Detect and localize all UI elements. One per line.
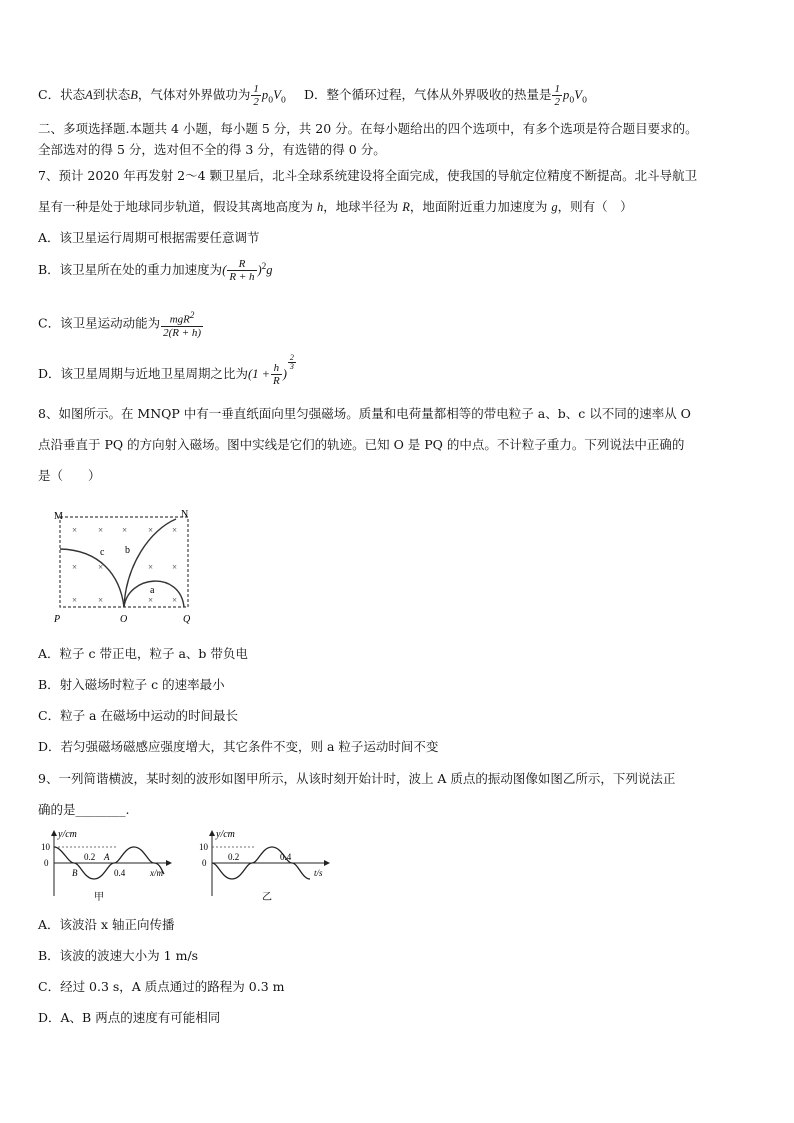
frac-num: 1: [253, 83, 259, 95]
q7-stem-line2: [38, 199, 633, 215]
field-crosses: [72, 525, 177, 605]
tick-10: 10: [41, 842, 50, 852]
v-symbol: V: [574, 88, 582, 102]
label-c: c: [100, 547, 105, 558]
y-axis-label: y/cm: [58, 829, 77, 840]
kinetic-energy-fraction: [161, 309, 203, 339]
q7-option-a: A．该卫星运行周期可根据需要任意调节: [38, 230, 260, 245]
label-q: Q: [183, 614, 191, 625]
q7-option-c: [38, 309, 204, 339]
q6-option-d-text: D．整个循环过程，气体从外界吸收的热量是: [303, 87, 552, 102]
cross-mark: ×: [148, 525, 154, 535]
cross-mark: ×: [172, 562, 178, 572]
frac-num: mgR: [169, 313, 190, 326]
h-symbol: h: [316, 200, 324, 214]
sub-zero: 0: [268, 95, 274, 105]
half-fraction-c: [251, 83, 261, 108]
tick-0.4: 0.4: [114, 868, 126, 878]
label-a: a: [150, 585, 155, 596]
frac-num: 2: [289, 353, 294, 362]
x-arrow-icon: [324, 860, 330, 866]
frac-num: 1: [554, 83, 560, 95]
h-over-r-fraction: [271, 362, 282, 387]
tick-0: 0: [202, 858, 207, 868]
q9-option-d: D．A、B 两点的速度有可能相同: [38, 1010, 221, 1025]
cross-mark: ×: [148, 595, 154, 605]
frac-num: h: [271, 362, 282, 375]
power: 2: [189, 310, 195, 320]
q9-option-a: A．该波沿 x 轴正向传播: [38, 917, 175, 932]
half-fraction-d: [552, 83, 562, 108]
q8-stem-line1: 8、如图所示。在 MNQP 中有一垂直纸面向里匀强磁场。质量和电荷量都相等的带电粒子 a、b、c 以不同的速率从 O: [38, 406, 691, 421]
point-a-label: A: [104, 852, 110, 862]
tick-0.4: 0.4: [280, 852, 292, 862]
q8-option-c: C．粒子 a 在磁场中运动的时间最长: [38, 708, 238, 723]
q7-stem2-c: ，地面附近重力加速度为: [409, 199, 552, 214]
trajectory-c: [60, 549, 124, 607]
r-over-rh-fraction: [227, 258, 256, 283]
tick-10: 10: [199, 842, 208, 852]
frac-num: R: [227, 258, 256, 271]
tick-0.2: 0.2: [228, 852, 240, 862]
frac-den: 2: [253, 96, 259, 108]
caption-jia: 甲: [94, 892, 104, 903]
cross-mark: ×: [148, 562, 154, 572]
cross-mark: ×: [172, 525, 178, 535]
q7-option-d-text: D．该卫星周期与近地卫星周期之比为: [38, 366, 249, 381]
x-arrow-icon: [166, 860, 172, 866]
frac-den: R: [273, 375, 280, 387]
q9-stem-line1: 9、一列简谐横波，某时刻的波形如图甲所示，从该时刻开始计时，波上 A 质点的振动图像如图乙所示，下列说法正: [38, 771, 676, 786]
q6-option-c-mid1: 到状态: [92, 87, 131, 102]
r-symbol: R: [402, 200, 410, 214]
section2-line1: 二、多项选择题.本题共 4 小题，每小题 5 分，共 20 分。在每小题给出的四个选项中，有多个选项是符合题目要求的。: [38, 121, 698, 136]
sub-zero: 0: [569, 95, 575, 105]
q8-option-a: A．粒子 c 带正电，粒子 a、b 带负电: [38, 646, 248, 661]
sub-zero: 0: [581, 95, 588, 105]
power: 2: [261, 261, 267, 271]
q6-option-cd-line: [38, 83, 587, 109]
caption-yi: 乙: [262, 892, 272, 903]
q8-option-d: D．若匀强磁场磁感应强度增大，其它条件不变，则 a 粒子运动时间不变: [38, 739, 439, 754]
frac-den: 2(R + h): [163, 326, 202, 339]
q8-stem-line2: 点沿垂直于 PQ 的方向射入磁场。图中实线是它们的轨迹。已知 O 是 PQ 的中点。不计粒子重力。下列说法中正确的: [38, 437, 685, 452]
g-symbol: g: [551, 200, 558, 214]
q9-option-c: C．经过 0.3 s，A 质点通过的路程为 0.3 m: [38, 979, 285, 994]
cross-mark: ×: [72, 595, 78, 605]
state-b-symbol: B: [130, 88, 138, 102]
label-b: b: [125, 545, 130, 556]
tick-0.2: 0.2: [84, 852, 96, 862]
q6-option-c-mid2: ，气体对外界做功为: [137, 87, 251, 102]
label-o: O: [120, 614, 128, 625]
cross-mark: ×: [98, 595, 104, 605]
frac-den: 2: [554, 96, 560, 108]
q7-option-c-text: C．该卫星运动动能为: [38, 315, 161, 331]
label-n: N: [181, 509, 189, 520]
cross-mark: ×: [98, 525, 104, 535]
vibration-graph-yi: [196, 826, 336, 906]
label-m: M: [54, 511, 63, 522]
x-axis-label: x/m: [150, 868, 163, 878]
q7-stem-line1: 7、预计 2020 年再发射 2～4 颗卫星后，北斗全球系统建设将全面完成，使我国的导航定位精度不断提高。北斗导航卫: [38, 168, 698, 183]
q7-stem2-a: 星有一种是处于地球同步轨道，假设其离地高度为: [38, 199, 317, 214]
cross-mark: ×: [122, 525, 128, 535]
q7-stem2-b: ，地球半径为: [323, 199, 403, 214]
x-axis-label: t/s: [314, 868, 323, 878]
one-plus: (1 +: [248, 367, 271, 381]
frac-den: 3: [289, 362, 294, 371]
y-arrow-icon: [51, 830, 57, 836]
y-axis-label: y/cm: [216, 829, 235, 840]
q6-option-c-text: C．状态: [38, 87, 86, 102]
y-arrow-icon: [209, 830, 215, 836]
cross-mark: ×: [172, 595, 178, 605]
state-a-symbol: A: [85, 88, 93, 102]
cross-mark: ×: [72, 562, 78, 572]
sub-zero: 0: [280, 95, 286, 105]
q9-option-b: B．该波的波速大小为 1 m/s: [38, 948, 199, 963]
q7-option-b: B．该卫星所在处的重力加速度为( $\frac{R}{R + h}$ )$^2$g: [38, 258, 273, 284]
cross-mark: ×: [72, 525, 78, 535]
section2-line2: 全部选对的得 5 分，选对但不全的得 3 分，有选错的得 0 分。: [38, 142, 386, 157]
tick-0: 0: [44, 858, 49, 868]
q7-stem2-d: ，则有（ ）: [557, 199, 633, 214]
magnetic-field-figure: [50, 505, 200, 625]
q9-stem-line2: 确的是________.: [38, 802, 130, 817]
q8-option-b: B．射入磁场时粒子 c 的速率最小: [38, 677, 225, 692]
point-b-label: B: [72, 868, 78, 878]
q7-option-d: D．该卫星周期与近地卫星周期之比为(1 + $\frac{h}{R}$ ) $\frac{2}{3}$: [38, 353, 294, 387]
q7-option-b-text: B．该卫星所在处的重力加速度为: [38, 262, 223, 278]
wave-graph-jia: [38, 826, 178, 906]
frac-den: R + h: [229, 271, 255, 284]
label-p: P: [54, 614, 61, 625]
q8-stem-line3: 是（ ）: [38, 468, 101, 483]
p-symbol: p: [261, 88, 269, 102]
cross-mark: ×: [98, 562, 104, 572]
p-symbol: p: [562, 88, 570, 102]
v-symbol: V: [273, 88, 281, 102]
power-fraction: [288, 354, 296, 371]
g-symbol: g: [266, 263, 273, 278]
